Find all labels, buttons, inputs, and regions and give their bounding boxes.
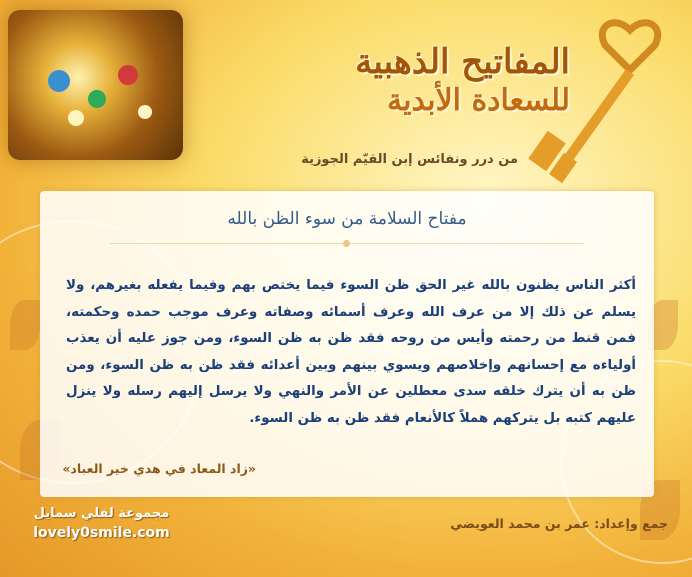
gem bbox=[68, 110, 84, 126]
gem bbox=[118, 65, 138, 85]
body-text: أكثر الناس يظنون بالله غير الحق ظن السوء فيما يختص بهم وفيما يفعله بغيرهم، ولا يسلم عن ذلك إلا من عرف الله وعرف أسمائه وصفاته وعرف موجب حمده وحكمته، فمن قنط من رحمته وأيس من روحه فقد ظن به ظن السوء، ومن جوز عليه أن يعذب أولياءه مع إحسانهم وإخلاصهم ويسوي بينهم وبين أعدائه فقد ظن به ظن السوء، ومن ظن به أن يترك خلقه سدى معطلين عن الأمر والنهي ولا يرسل إليهم رسله ولا ينزل عليهم كتبه بل يتركهم هملاً كالأنعام فقد ظن به ظن السوء. bbox=[66, 278, 636, 426]
title-line-2: للسعادة الأبدية bbox=[387, 83, 570, 118]
site-brand-url: lovely0smile.com bbox=[33, 525, 170, 541]
gem bbox=[88, 90, 106, 108]
title-line-1: المفاتيح الذهبية bbox=[355, 42, 570, 82]
divider-ornament bbox=[343, 240, 350, 247]
compiler-credit: جمع وإعداد: عمر بن محمد العويضي bbox=[450, 516, 668, 531]
floral-ornament bbox=[10, 300, 40, 350]
source-citation: «زاد المعاد في هدي خير العباد» bbox=[62, 461, 256, 476]
gem bbox=[138, 105, 152, 119]
site-brand-arabic: مجموعة لفلي سمايل bbox=[33, 506, 170, 521]
content-panel bbox=[40, 191, 654, 497]
treasure-chest-image bbox=[8, 10, 183, 160]
subtitle: من درر ونفائس إبن القيّم الجوزية bbox=[301, 152, 518, 167]
title-calligraphy bbox=[300, 42, 570, 152]
card-title: مفتاح السلامة من سوء الظن بالله bbox=[227, 209, 467, 229]
gem bbox=[48, 70, 70, 92]
